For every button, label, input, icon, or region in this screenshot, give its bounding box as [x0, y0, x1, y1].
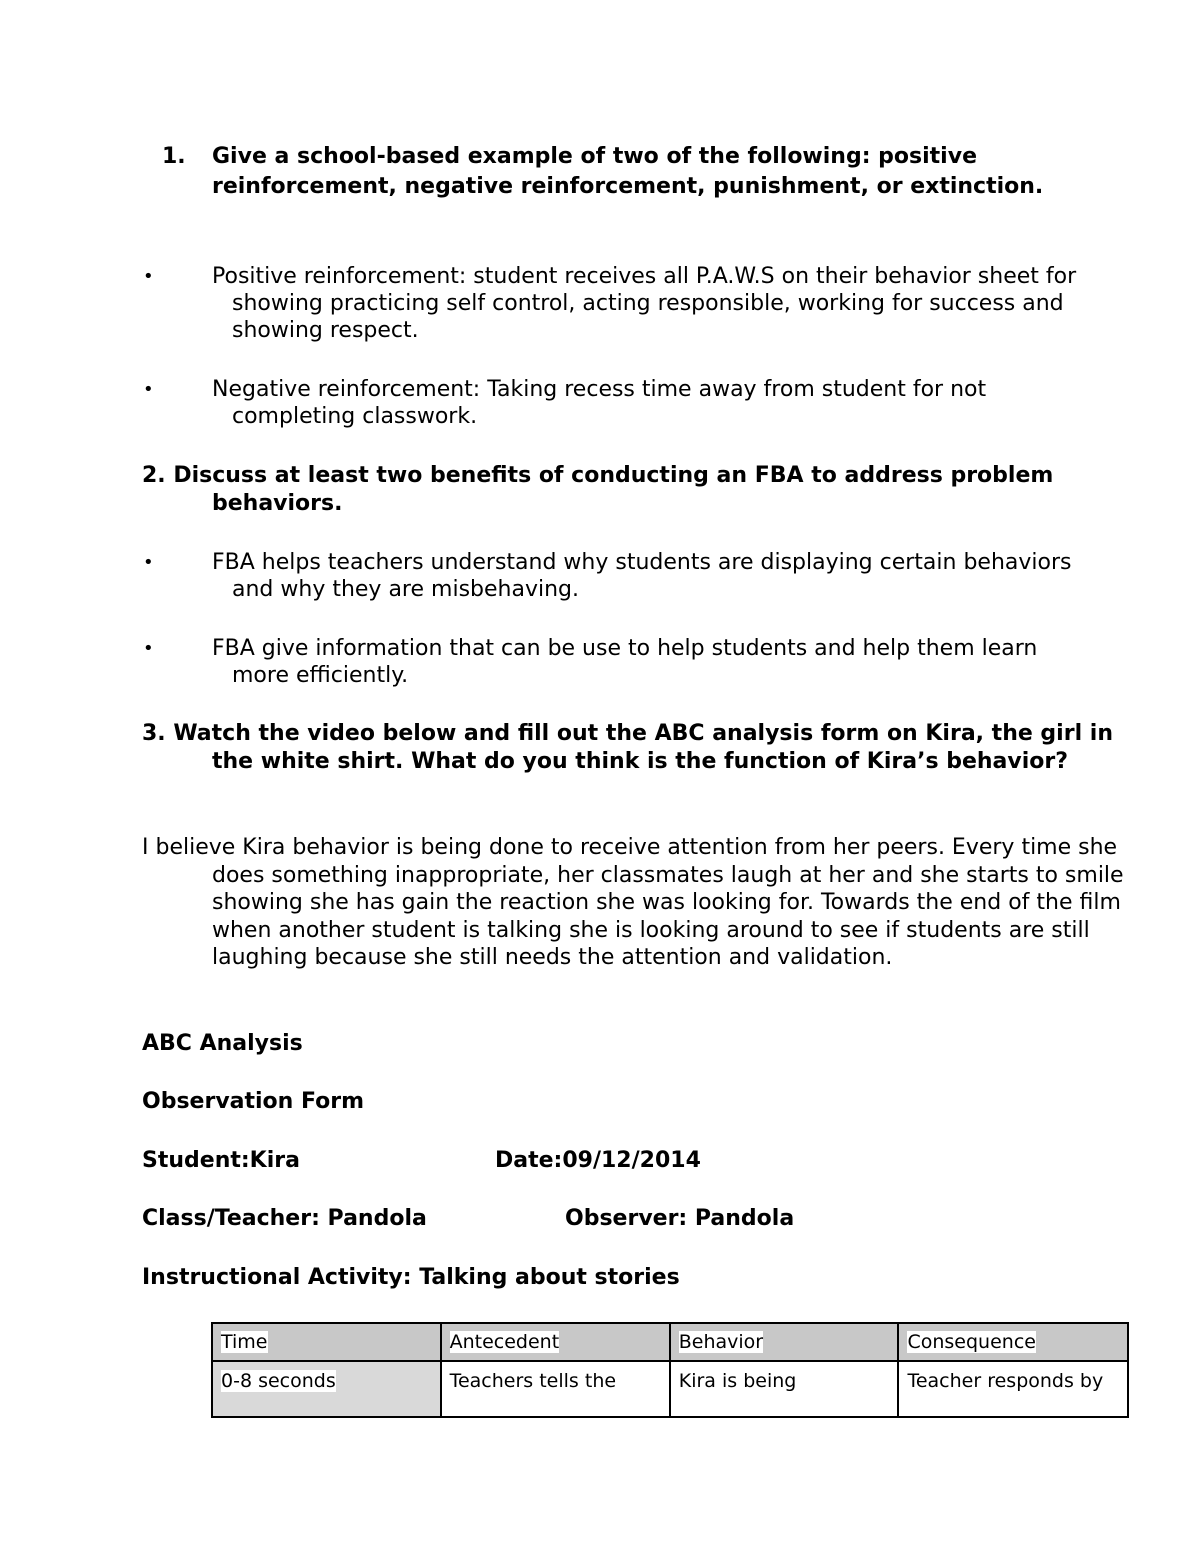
abc-observation-table — [211, 1322, 1129, 1418]
bullet-icon: • — [143, 638, 154, 659]
question-1-heading: Give a school-based example of two of the following: positive reinforcement, negative reinforcement, punishment, or extinction. — [212, 144, 1044, 199]
bullet-icon: • — [143, 266, 154, 287]
instructional-activity-field: Instructional Activity: Talking about stories — [142, 1265, 680, 1290]
class-teacher-field: Class/Teacher: Pandola — [142, 1206, 427, 1231]
question-2-heading: 2. Discuss at least two benefits of conducting an FBA to address problem behaviors. — [142, 463, 1054, 516]
date-field: Date:09/12/2014 — [495, 1148, 701, 1173]
table-cell: Teacher responds by — [898, 1361, 1128, 1417]
question-3-heading: 3. Watch the video below and fill out the ABC analysis form on Kira, the girl in the white shirt. What do you think is the function of Kira’s behavior? — [142, 721, 1113, 774]
table-header-cell: Consequence — [898, 1323, 1128, 1361]
answer-3-paragraph: I believe Kira behavior is being done to receive attention from her peers. Every time she does something inappropriate, her classmates laugh at her and she starts to smile showing she has gain the reaction she was looking for. Towards the end of the film when another student is talking she is looking around to see if students are still laughing because she still needs the attention and validation. — [142, 835, 1124, 970]
bullet-icon: • — [143, 552, 154, 573]
answer-2-benefit-information: FBA give information that can be use to help students and help them learn more efficiently. — [212, 636, 1038, 688]
answer-1-positive-reinforcement: Positive reinforcement: student receives all P.A.W.S on their behavior sheet for showing practicing self control, acting responsible, working for success and showing respect. — [212, 264, 1077, 343]
table-cell: 0-8 seconds — [212, 1361, 441, 1417]
student-field: Student:Kira — [142, 1148, 300, 1173]
table-cell: Teachers tells the — [441, 1361, 670, 1417]
question-1-number: 1. — [162, 144, 186, 169]
table-row — [212, 1361, 1128, 1417]
table-header-cell: Behavior — [670, 1323, 899, 1361]
table-header-cell: Time — [212, 1323, 441, 1361]
form-subtitle: Observation Form — [142, 1089, 365, 1114]
table-header-cell: Antecedent — [441, 1323, 670, 1361]
table-header-row — [212, 1323, 1128, 1361]
table-cell: Kira is being — [670, 1361, 899, 1417]
observer-field: Observer: Pandola — [565, 1206, 795, 1231]
answer-2-benefit-understanding: FBA helps teachers understand why students are displaying certain behaviors and why they are misbehaving. — [212, 550, 1072, 602]
form-title: ABC Analysis — [142, 1031, 303, 1056]
bullet-icon: • — [143, 379, 154, 400]
answer-1-negative-reinforcement: Negative reinforcement: Taking recess time away from student for not completing classwork. — [212, 377, 987, 429]
